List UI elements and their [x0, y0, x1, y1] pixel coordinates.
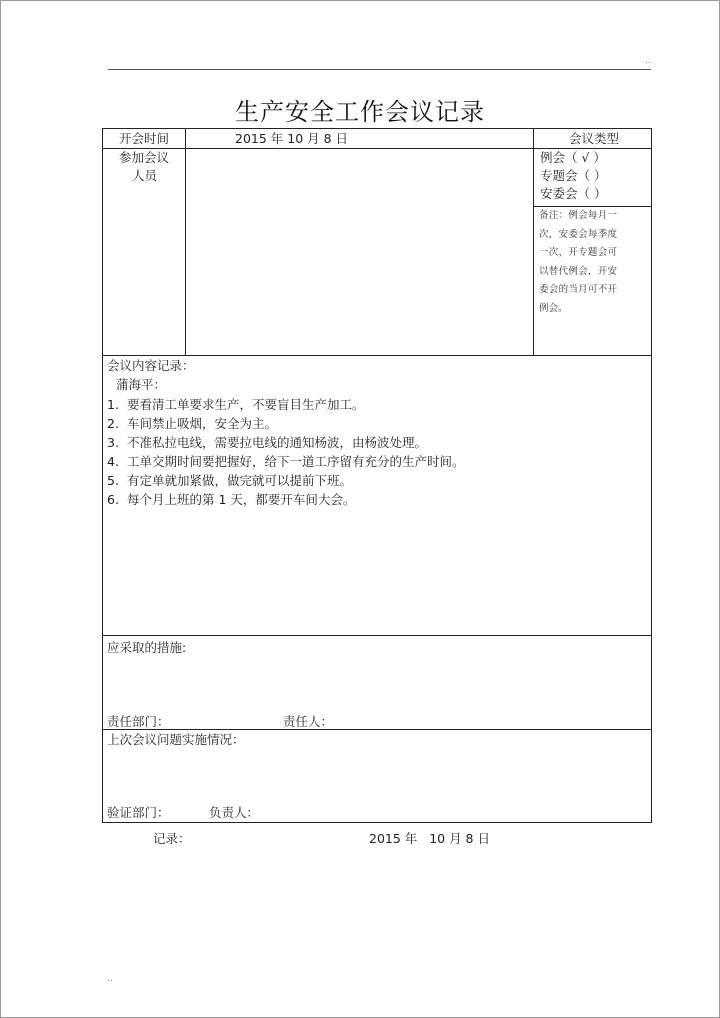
type-safety-committee: 安委会（ ） [540, 186, 607, 201]
list-item-text: 每个月上班的第 1 天，都要开车间大会。 [127, 492, 356, 507]
responsible-dept-label: 责任部门： [107, 714, 170, 729]
meeting-type-label: 会议类型 [569, 131, 620, 146]
list-item [107, 415, 277, 433]
column-divider [533, 129, 534, 355]
corner-mark-bottom: .. [107, 974, 113, 984]
recorder-label: 记录： [153, 831, 191, 846]
row-divider [103, 729, 651, 730]
list-item-text: 有定单就加紧做，做完就可以提前下班。 [127, 473, 353, 488]
list-item-number: 2. [107, 416, 119, 431]
list-item-number: 4. [107, 454, 119, 469]
row-divider [103, 355, 651, 356]
meeting-time-value: 2015 年 10 月 8 日 [235, 131, 349, 146]
attendees-label-line1: 参加会议 [119, 150, 170, 165]
row-divider [103, 635, 651, 636]
meeting-record-table [102, 128, 652, 823]
list-item-number: 1. [107, 397, 119, 412]
list-item [107, 491, 355, 509]
meeting-time-label: 开会时间 [119, 131, 170, 146]
list-item [107, 453, 465, 471]
speaker-name: 蒲海平： [116, 377, 167, 392]
content-label: 会议内容记录： [107, 358, 195, 373]
column-divider [185, 129, 186, 355]
list-item-number: 3. [107, 435, 119, 450]
page-title: 生产安全工作会议记录 [235, 98, 485, 126]
responsible-person-label: 责任人： [283, 714, 334, 729]
list-item-text: 工单交期时间要把握好，给下一道工序留有充分的生产时间。 [127, 454, 465, 469]
verify-dept-label: 验证部门： [107, 805, 170, 820]
owner-label: 负责人： [209, 805, 260, 820]
meeting-type-note: 备注：例会每月一次，安委会每季度一次，开专题会可以替代例会，开安委会的当月可不开例会。 [539, 210, 617, 314]
type-regular-meeting: 例会（ √ ） [540, 150, 606, 165]
list-item-text: 要看清工单要求生产，不要盲目生产加工。 [127, 397, 365, 412]
list-item [107, 472, 352, 490]
type-special-meeting: 专题会（ ） [540, 168, 607, 183]
attendees-label-line2: 人员 [132, 168, 158, 183]
list-item [107, 434, 427, 452]
header-rule [108, 69, 651, 70]
list-item-number: 6. [107, 492, 119, 507]
footer-date: 2015 年 10 月 8 日 [369, 831, 490, 846]
list-item [107, 396, 365, 414]
measures-label: 应采取的措施: [107, 640, 187, 655]
corner-mark-top: .. [645, 56, 651, 66]
last-issues-label: 上次会议问题实施情况： [107, 732, 245, 747]
list-item-number: 5. [107, 473, 119, 488]
list-item-text: 车间禁止吸烟，安全为主。 [127, 416, 278, 431]
list-item-text: 不准私拉电线，需要拉电线的通知杨波，由杨波处理。 [127, 435, 428, 450]
